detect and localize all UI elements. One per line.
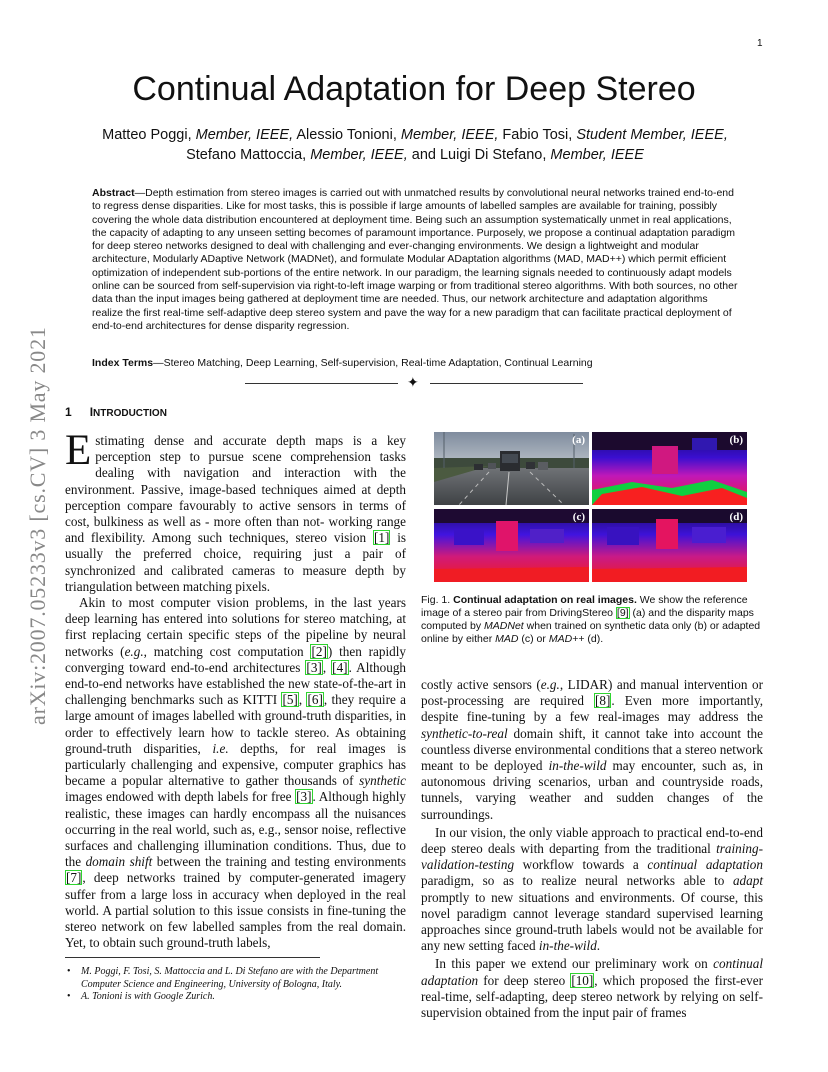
author-role: Member, IEEE, [310,147,408,163]
text-run: , matching cost computation [143,643,311,659]
footnotes [65,966,406,1004]
figure-panel-disparity-synthetic [592,432,747,505]
author-name: Stefano Mattoccia, [186,147,311,163]
paragraph [65,595,406,951]
index-terms [92,357,738,370]
text-run: promptly to new situations and environments. Of course, this novel paradigm cannot leverage standard supervised learning approaches since ground-truth labels would not be available for any new setting faced [421,889,763,954]
figure-panel-reference-image [434,432,589,505]
section-number: 1 [65,405,72,419]
text-run: continual adaptation [647,857,763,873]
abstract-label: Abstract [92,187,135,199]
text-run: adapt [732,873,763,889]
text-run: , which proposed the first-ever real-time, self-adapting, deep stereo network by relying on self-supervision obtained from the input pair of frames [421,972,763,1021]
text-run: , deep networks trained by computer-generated imagery suffer from a large loss in accuracy when deployed in the real world. A partial solution to this issue consists in fine-tuning the stereo network on few labelled samples from the real domain. Yet, to obtain such ground-truth labels, [65,870,406,951]
citation-link[interactable]: [7] [66,870,82,886]
text-run: may encounter, such as, in autonomous driving scenarios, urban and countryside roads, tunnels, varying weather and sudden changes of the surroundings. [421,758,764,822]
divider-right [430,383,583,384]
text-run: In our vision, the only viable approach to practical end-to-end deep stereo deals with departing from the traditional [421,824,763,857]
text-run: domain shift, it cannot take into account the countless diverse environmental conditions that a stereo network meant to be deployed [421,725,763,774]
section-title-rest: NTRODUCTION [93,408,167,419]
author-name: Matteo Poggi, [102,127,196,143]
author-list [70,125,760,165]
text-run: In this paper we extend our preliminary work on [435,956,714,972]
left-column [65,427,407,952]
text-run: MADNet [484,620,524,632]
author-role: Student Member, IEEE, [576,127,728,143]
author-name: Alessio Tonioni, [293,127,401,143]
text-run: depths, for real images is particularly challenging and expensive, computer graphics has became a popular alternative to gather thousands of [65,740,406,789]
divider-left [245,383,398,384]
paragraph [421,956,763,1021]
text-run: stimating dense and accurate depth maps is a key perception step to pursue scene comprehension tasks dealing with navigation and interaction with the environment. Passive, image-based techniques aimed at depth perception compare favourably to active sensors in terms of cost, bulkiness as well as - more often than not- working range and flexibility. Among such techniques, stereo vision [65,433,406,546]
text-run: in-the-wild [538,938,597,954]
caption-label: Fig. 1. [421,594,454,606]
text-run: (d). [584,633,604,645]
abstract-text: —Depth estimation from stereo images is carried out with unmatched results by convolutional neural networks trained end-to-end to regress dense disparities. Like for most tasks, this is possible if large amounts of labelled samples are available for training, possibly covering the whole data distribution encountered at deployment time. Being such an assumption systematically unmet in real applications, the capacity of adapting to any unseen setting becomes of paramount importance. Purposely, we propose a continual adaptation paradigm for deep stereo networks designed to deal with challenging and ever-changing environments. We design a lightweight and modular architecture, Modularly ADaptive Network (MADNet), and formulate Modular ADaptation algorithms (MAD, MAD++) which permit efficient optimization of independent sub-portions of the entire network. In our paradigm, the learning signals needed to continuously adapt models online can be sourced from self-supervision via right-to-left image warping or from traditional stereo algorithms. With both sources, no other data than the input images being gathered at deployment time are needed. Thus, our network architecture and adaptation algorithms realize the first real-time self-adaptive deep stereo system and pave the way for a new paradigm that can facilitate practical deployment of end-to-end architectures for dense disparity regression. [92,187,738,332]
paragraph [65,427,407,595]
paragraph [421,677,763,823]
index-terms-label: Index Terms [92,357,154,369]
citation-link[interactable]: [6] [307,692,323,708]
disparity-map-image [592,432,747,505]
text-run: domain shift [85,854,153,870]
paragraph [421,825,763,955]
text-run: , they require a large amount of images labelled with ground-truth disparities, in order to effectively learn how to tackle stereo. As obtaining ground-truth disparities, [65,692,407,756]
section-title-initial: I [89,405,94,419]
text-run: , [298,692,307,708]
section-heading [65,405,167,419]
panel-label: (c) [572,511,585,523]
citation-link[interactable]: [2] [311,643,327,659]
text-run: training-validation-testing [421,841,763,873]
paper-title: Continual Adaptation for Deep Stereo [132,70,696,108]
text-run: for deep stereo [478,972,571,988]
disparity-map-image [434,509,589,582]
drop-cap: E [65,427,92,474]
citation-link[interactable]: [9] [616,607,629,619]
text-run: in-the-wild [548,758,607,774]
figure-caption [421,594,763,646]
footnote-item: • A. Tonioni is with Google Zurich. [65,991,406,1004]
text-run: . [596,938,601,954]
text-run: continual adaptation [421,956,763,988]
text-run: workflow towards a [514,857,648,873]
text-run: synthetic-to-real [421,725,508,741]
text-run: images endowed with depth labels for free [65,789,296,805]
text-run: paradigm, so as to realize neural networks able to [421,873,733,889]
page-number: 1 [757,38,763,49]
citation-link[interactable]: [3] [306,659,322,675]
figure-panel-disparity-mad [434,509,589,582]
text-run: e.g. [124,643,144,659]
road-scene-image [434,432,589,505]
divider-ornament-icon: ✦ [407,375,419,391]
text-run: . Even more importantly, despite fine-tuning by a few real-images may address the [421,693,764,725]
author-role: Member, IEEE, [400,127,499,143]
author-name: Fabio Tosi, [498,127,577,143]
disparity-map-image [592,509,747,582]
panel-label: (b) [729,434,743,446]
footnote-item: • M. Poggi, F. Tosi, S. Mattoccia and L. Di Stefano are with the Department Computer Science and Engineering, University of Bologna, Italy. [65,966,406,991]
figure-1 [434,432,747,582]
footnote-rule [65,957,320,958]
caption-title: Continual adaptation on real images. [453,594,637,606]
panel-label: (a) [572,434,585,446]
text-run: We show the reference image of a stereo pair from DrivingStereo [421,594,748,619]
panel-label: (d) [729,511,743,523]
citation-link[interactable]: [1] [373,530,390,546]
text-run: , LIDAR) and manual intervention or post-processing are required [421,677,763,709]
citation-link[interactable]: [4] [332,659,348,675]
text-run: Akin to most computer vision problems, in the last years deep learning has entered into solutions for stereo matching, at first replacing certain specific steps of the pipeline by neural networks ( [65,595,406,659]
text-run: . Although highly realistic, these images can hardly encompass all the nuisances occurring in the real world, such as, e.g., sensor noise, reflective surfaces and challenging illumination conditions. Thus, due to the [65,789,406,870]
author-role: Member, IEEE [550,147,644,163]
text-run: ) then rapidly converging toward end-to-end architectures [65,643,406,675]
text-run: when trained on synthetic data only (b) or adapted online by either [421,620,761,645]
author-role: Member, IEEE, [195,127,294,143]
text-run: (c) or [518,633,549,645]
arxiv-identifier: arXiv:2007.05233v3 [cs.CV] 3 May 2021 [25,326,50,725]
right-column [421,677,763,1021]
text-run: synthetic [359,773,406,789]
author-name: and Luigi Di Stefano, [407,147,551,163]
text-run: e.g. [540,677,560,692]
text-run: . Although end-to-end networks have established the new state-of-the-art in challenging benchmarks such as KITTI [65,659,407,708]
text-run: MAD++ [548,633,585,645]
abstract [92,187,738,333]
citation-link[interactable]: [5] [282,692,298,708]
text-run: is usually the preferred choice, requiring just a pair of synchronized and calibrated cameras to measure depth by triangulation between matching pixels. [65,530,407,594]
text-run: MAD [495,633,519,645]
citation-link[interactable]: [8] [594,693,611,709]
index-terms-text: —Stereo Matching, Deep Learning, Self-supervision, Real-time Adaptation, Continual Learning [153,357,593,369]
figure-panel-disparity-madpp [592,509,747,582]
text-run: between the training and testing environments [152,854,406,870]
text-run: (a) and the disparity maps computed by [421,607,754,632]
text-run: costly active sensors ( [421,677,541,692]
citation-link[interactable]: [3] [296,789,312,805]
text-run: , [322,659,332,675]
citation-link[interactable]: [10] [571,972,594,988]
text-run: i.e. [212,740,229,756]
